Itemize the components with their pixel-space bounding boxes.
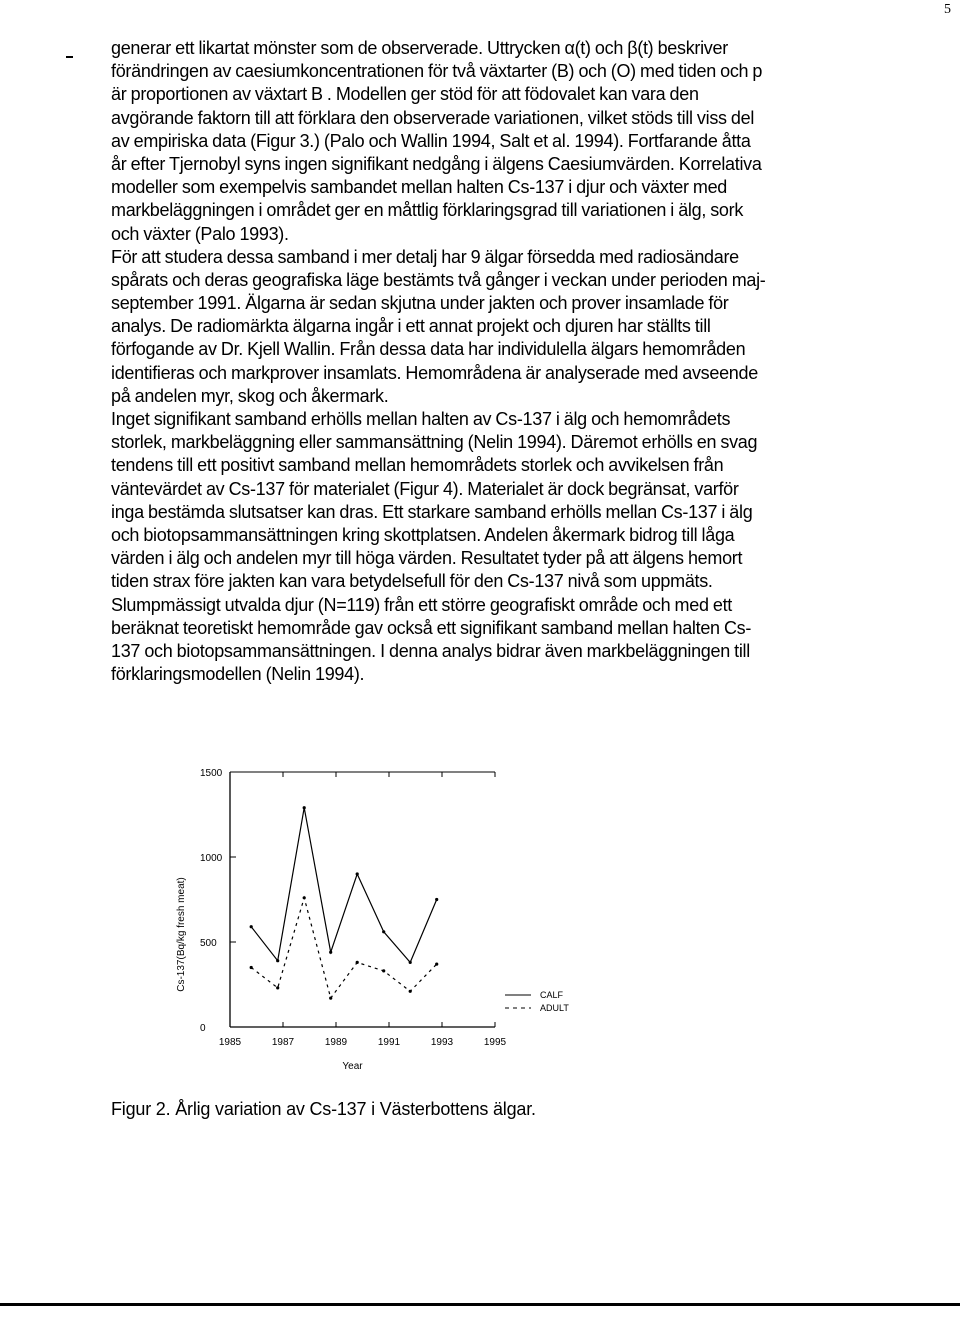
body-line: tendens till ett positivt samband mellan hemområdets storlek och avvikelsen från	[111, 455, 724, 476]
body-line: och växter (Palo 1993).	[111, 223, 289, 244]
y-tick-label: 1500	[200, 768, 223, 779]
x-axis-label: Year	[342, 1061, 363, 1072]
body-line: storlek, markbeläggning eller sammansättning (Nelin 1994). Däremot erhölls en svag	[111, 432, 758, 453]
data-point-calf	[303, 806, 306, 809]
legend-label-calf: CALF	[540, 990, 564, 1000]
data-point-adult	[303, 896, 306, 899]
body-line: Slumpmässigt utvalda djur (N=119) från ett större geografiskt område och med ett	[111, 594, 732, 615]
footer-rule	[0, 1303, 960, 1306]
data-point-calf	[409, 961, 412, 964]
margin-mark	[66, 56, 73, 58]
data-point-adult	[435, 963, 438, 966]
body-line: år efter Tjernobyl syns ingen signifikant nedgång i älgens Caesiumvärden. Korrelativa	[111, 153, 762, 174]
body-text	[111, 37, 943, 686]
data-point-calf	[382, 930, 385, 933]
data-point-adult	[250, 966, 253, 969]
y-tick-label: 1000	[200, 853, 223, 864]
cs137-line-chart	[160, 750, 600, 1080]
chart-canvas	[160, 750, 600, 1080]
body-line: modeller som exempelvis sambandet mellan halten Cs-137 i djur och växter med	[111, 177, 728, 198]
legend-label-adult: ADULT	[540, 1003, 569, 1013]
data-point-calf	[276, 959, 279, 962]
x-tick-label: 1989	[324, 1037, 348, 1048]
body-line: 137 och biotopsammansättningen. I denna analys bidrar även markbeläggningen till	[111, 640, 750, 661]
body-line: markbeläggningen i området ger en måttlig förklaringsgrad till variationen i älg, sork	[111, 200, 744, 221]
data-point-adult	[276, 986, 279, 989]
body-line: analys. De radiomärkta älgarna ingår i ett annat projekt och djuren har ställts till	[111, 316, 711, 337]
data-point-calf	[250, 925, 253, 928]
x-tick-label: 1995	[483, 1037, 507, 1048]
body-line: och biotopsammansättningen kring skottplatsen. Andelen åkermark bidrog till låga	[111, 524, 735, 545]
body-line: förfogande av Dr. Kjell Wallin. Från dessa data har individulella älgars hemområden	[111, 339, 746, 360]
body-line: Inget signifikant samband erhölls mellan halten av Cs-137 i älg och hemområdets	[111, 409, 731, 429]
data-point-calf	[435, 898, 438, 901]
series-line-calf	[251, 808, 437, 963]
body-line: är proportionen av växtart B . Modellen ger stöd för att födovalet kan vara den	[111, 84, 699, 105]
body-line: tiden strax före jakten kan vara betydelsefull för den Cs-137 nivå som uppmäts.	[111, 571, 713, 592]
y-tick-label: 0	[200, 1023, 206, 1034]
body-line: avgörande faktorn till att förklara den observerade variationen, vilket stöds till viss del	[111, 107, 755, 128]
body-line: av empiriska data (Figur 3.) (Palo och Wallin 1994, Salt et al. 1994). Fortfarande åtta	[111, 130, 751, 151]
data-point-adult	[382, 969, 385, 972]
body-line: identifieras och markprover insamlats. Hemområdena är analyserade med avseende	[111, 362, 758, 383]
y-axis-label: Cs-137(Bq/kg fresh meat)	[176, 877, 187, 992]
body-line: september 1991. Älgarna är sedan skjutna under jakten och prover insamlade för	[111, 293, 729, 314]
x-tick-label: 1985	[218, 1037, 242, 1048]
body-line: beräknat teoretiskt hemområde gav också ett signifikant samband mellan halten Cs-	[111, 617, 752, 638]
figure-caption: Figur 2. Årlig variation av Cs-137 i Västerbottens älgar.	[111, 1099, 536, 1119]
body-line: förändringen av caesiumkoncentrationen för två växtarter (B) och (O) med tiden och p	[111, 61, 763, 82]
data-point-calf	[356, 872, 359, 875]
data-point-adult	[409, 990, 412, 993]
body-line: värden i älg och andelen myr till höga värden. Resultatet tyder på att älgens hemort	[111, 548, 743, 569]
body-line: väntevärdet av Cs-137 för materialet (Figur 4). Materialet är dock begränsat, varför	[111, 478, 739, 499]
body-line: förklaringsmodellen (Nelin 1994).	[111, 664, 365, 685]
body-line: generar ett likartat mönster som de observerade. Uttrycken α(t) och β(t) beskriver	[111, 38, 728, 58]
body-line: För att studera dessa samband i mer detalj har 9 älgar försedda med radiosändare	[111, 246, 739, 267]
data-point-calf	[329, 951, 332, 954]
x-tick-label: 1993	[430, 1037, 454, 1048]
data-point-adult	[356, 961, 359, 964]
page-number: 5	[944, 2, 951, 17]
x-tick-label: 1991	[377, 1037, 401, 1048]
body-line: spårats och deras geografiska läge bestämts två gånger i veckan under perioden maj-	[111, 269, 766, 290]
data-point-adult	[329, 997, 332, 1000]
body-line: på andelen myr, skog och åkermark.	[111, 385, 389, 406]
x-tick-label: 1987	[271, 1037, 295, 1048]
body-line: inga bestämda slutsatser kan dras. Ett starkare samband erhölls mellan Cs-137 i älg	[111, 501, 753, 522]
y-tick-label: 500	[200, 938, 217, 949]
